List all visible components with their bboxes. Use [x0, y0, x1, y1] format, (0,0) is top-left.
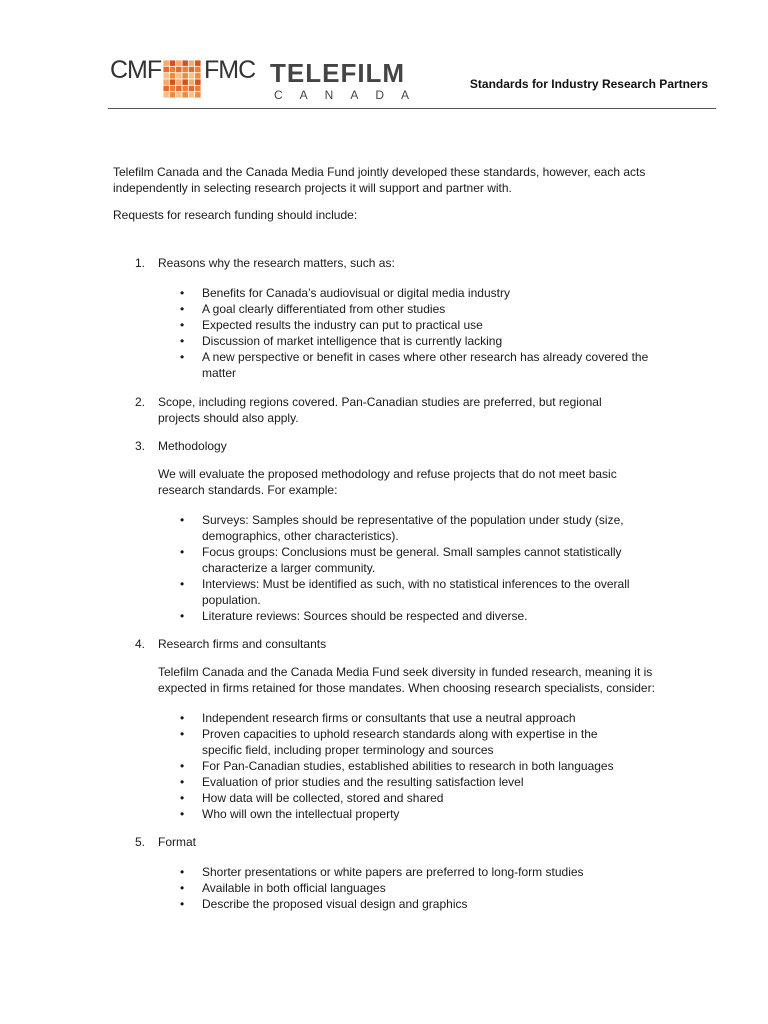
bullet-icon: • — [180, 609, 185, 623]
mosaic-tile — [163, 79, 169, 85]
mosaic-tile — [189, 60, 195, 66]
bullet-icon: • — [180, 881, 185, 895]
bullet-item: • A new perspective or benefit in cases where other research has already covered the matter — [180, 350, 649, 380]
page-header — [0, 0, 768, 115]
telefilm-canada-logo-subtext: CANADA — [274, 88, 427, 102]
cmf-logo-text: CMF — [110, 56, 162, 84]
mosaic-tile — [176, 73, 182, 79]
mosaic-tile — [170, 73, 176, 79]
mosaic-tile — [170, 92, 176, 98]
mosaic-tile — [182, 79, 188, 85]
mosaic-tile — [163, 67, 169, 73]
mosaic-tile — [195, 67, 201, 73]
bullet-item: • Proven capacities to uphold research standards along with expertise in the specific field, including proper terminology and sources — [180, 727, 598, 757]
bullet-icon: • — [180, 545, 185, 559]
mosaic-tile — [195, 79, 201, 85]
document-body — [113, 164, 673, 924]
document-title: Standards for Industry Research Partners — [469, 77, 708, 91]
bullet-icon: • — [180, 577, 185, 591]
mosaic-tile — [176, 67, 182, 73]
mosaic-tile — [170, 60, 176, 66]
mosaic-tile — [170, 67, 176, 73]
mosaic-tile — [189, 67, 195, 73]
mosaic-tile — [182, 86, 188, 92]
bullet-icon: • — [180, 727, 185, 741]
bullet-item: • How data will be collected, stored and shared — [180, 791, 444, 805]
research-firms-paragraph: Telefilm Canada and the Canada Media Fund seek diversity in funded research, meaning it is expected in firms retained for those mandates. When choosing research specialists, consider: — [158, 665, 655, 695]
cmf-fmc-mosaic-logo-icon — [163, 60, 201, 98]
bullet-icon: • — [180, 711, 185, 725]
bullet-item: • Surveys: Samples should be representative of the population under study (size, demographics, other characteristics). — [180, 513, 624, 543]
list-number: 1. — [135, 256, 146, 270]
mosaic-tile — [182, 67, 188, 73]
bullet-item: • Available in both official languages — [180, 881, 386, 895]
bullet-item: • Interviews: Must be identified as such, with no statistical inferences to the overall population. — [180, 577, 630, 607]
mosaic-tile — [163, 86, 169, 92]
bullet-icon: • — [180, 334, 185, 348]
list-number: 2. — [135, 395, 146, 409]
bullet-item: • A goal clearly differentiated from other studies — [180, 302, 446, 316]
bullet-icon: • — [180, 897, 185, 911]
list-item-title: Scope, including regions covered. Pan-Canadian studies are preferred, but regional projects should also apply. — [158, 395, 602, 425]
bullet-icon: • — [180, 759, 185, 773]
bullet-item: • Focus groups: Conclusions must be general. Small samples cannot statistically characterize a larger community. — [180, 545, 622, 575]
mosaic-tile — [176, 79, 182, 85]
bullet-icon: • — [180, 791, 185, 805]
list-item-title: Research firms and consultants — [158, 637, 327, 651]
mosaic-tile — [189, 79, 195, 85]
bullet-list — [158, 512, 673, 624]
fmc-logo-text: FMC — [204, 56, 256, 84]
mosaic-tile — [170, 79, 176, 85]
list-item-methodology — [113, 438, 673, 624]
mosaic-tile — [176, 86, 182, 92]
bullet-item: • Independent research firms or consultants that use a neutral approach — [180, 711, 576, 725]
list-number: 3. — [135, 439, 146, 453]
list-number: 5. — [135, 835, 146, 849]
mosaic-tile — [195, 86, 201, 92]
mosaic-tile — [195, 60, 201, 66]
mosaic-tile — [163, 73, 169, 79]
mosaic-tile — [189, 92, 195, 98]
bullet-item: • Describe the proposed visual design and graphics — [180, 897, 468, 911]
bullet-icon: • — [180, 318, 185, 332]
bullet-icon: • — [180, 513, 185, 527]
bullet-item: • Evaluation of prior studies and the resulting satisfaction level — [180, 775, 524, 789]
list-item-title: Format — [158, 835, 197, 849]
list-item-format — [113, 834, 673, 912]
mosaic-tile — [189, 73, 195, 79]
mosaic-tile — [182, 73, 188, 79]
list-item-scope — [113, 394, 673, 426]
mosaic-tile — [176, 60, 182, 66]
numbered-list — [113, 255, 673, 912]
header-divider — [108, 108, 716, 109]
bullet-item: • Expected results the industry can put to practical use — [180, 318, 483, 332]
list-number: 4. — [135, 637, 146, 651]
mosaic-tile — [182, 92, 188, 98]
bullet-icon: • — [180, 286, 185, 300]
list-item-reasons — [113, 255, 673, 381]
list-item-title: Methodology — [158, 439, 227, 453]
bullet-item: • Who will own the intellectual property — [180, 807, 400, 821]
bullet-item: • For Pan-Canadian studies, established abilities to research in both languages — [180, 759, 614, 773]
mosaic-tile — [182, 60, 188, 66]
intro-paragraph: Telefilm Canada and the Canada Media Fund jointly developed these standards, however, each acts independently in selecting research projects it will support and partner with. — [113, 165, 646, 195]
mosaic-tile — [163, 92, 169, 98]
bullet-icon: • — [180, 350, 185, 364]
mosaic-tile — [189, 86, 195, 92]
mosaic-tile — [163, 60, 169, 66]
bullet-item: • Literature reviews: Sources should be respected and diverse. — [180, 609, 528, 623]
mosaic-tile — [195, 92, 201, 98]
bullet-icon: • — [180, 807, 185, 821]
bullet-icon: • — [180, 865, 185, 879]
mosaic-tile — [176, 92, 182, 98]
list-item-research-firms — [113, 636, 673, 822]
methodology-paragraph: We will evaluate the proposed methodology and refuse projects that do not meet basic research standards. For example: — [158, 467, 617, 497]
list-item-title: Reasons why the research matters, such as: — [158, 256, 395, 270]
intro-request-line: Requests for research funding should include: — [113, 208, 358, 222]
bullet-icon: • — [180, 302, 185, 316]
mosaic-tile — [195, 73, 201, 79]
bullet-list — [158, 710, 673, 822]
bullet-item: • Discussion of market intelligence that is currently lacking — [180, 334, 503, 348]
bullet-list — [158, 864, 673, 912]
telefilm-logo-text: TELEFILM — [270, 58, 406, 88]
bullet-item: • Shorter presentations or white papers are preferred to long-form studies — [180, 865, 584, 879]
bullet-list — [158, 285, 673, 381]
bullet-icon: • — [180, 775, 185, 789]
bullet-item: • Benefits for Canada’s audiovisual or digital media industry — [180, 286, 510, 300]
mosaic-tile — [170, 86, 176, 92]
